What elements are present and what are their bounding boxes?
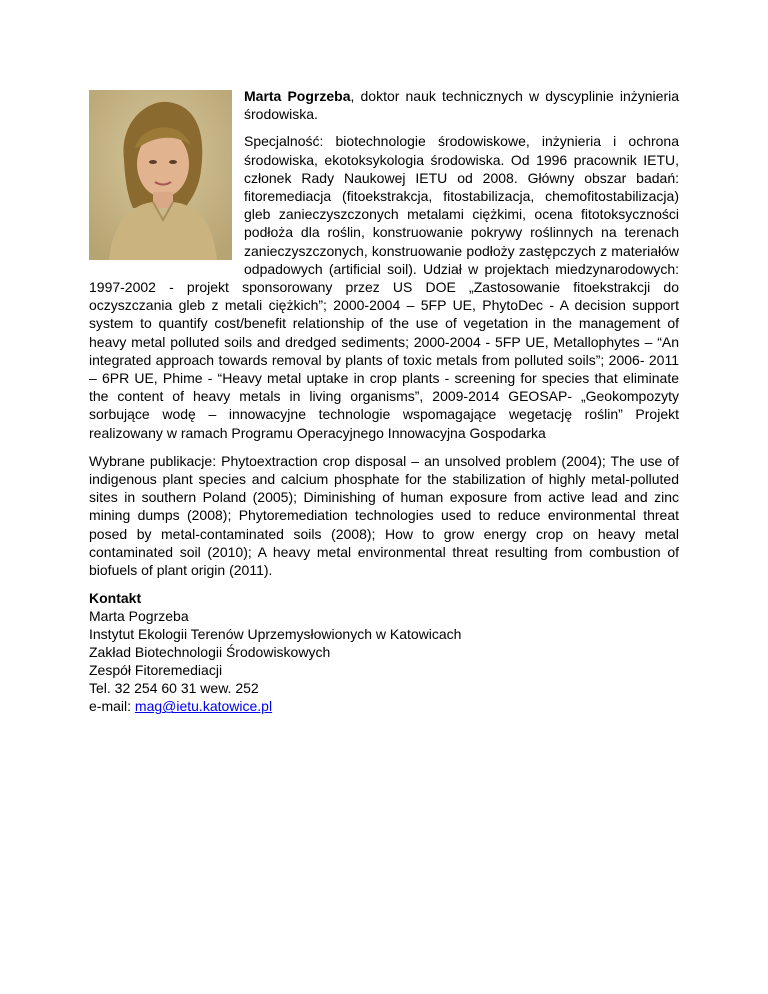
profile-document — [89, 87, 679, 715]
contact-department: Zakład Biotechnologii Środowiskowych — [89, 644, 331, 661]
publications-paragraph: Wybrane publikacje: Phytoextraction crop disposal – an unsolved problem (2004); The use of indigenous plant species and calcium phosphate for the stabilization of highly metal-polluted sites in southern Poland (2005); Diminishing of human exposure from active lead and zinc mining dumps (2008); Phytoremediation technologies used to reduce environmental threat posed by metal-contaminated soils (2008); How to grow energy crop on heavy metal contaminated soil (2010); A heavy metal environmental threat resulting from combustion of biofuels of plant origin (2011). — [89, 452, 679, 579]
contact-name: Marta Pogrzeba — [89, 608, 189, 625]
email-link[interactable]: mag@ietu.katowice.pl — [134, 698, 273, 715]
portrait-illustration — [89, 90, 232, 260]
person-name: Marta Pogrzeba — [244, 88, 351, 104]
person-title: , doktor nauk technicznych w dyscyplinie inżynieria środowiska. — [244, 88, 680, 123]
contact-section — [89, 589, 679, 715]
contact-phone: Tel. 32 254 60 31 wew. 252 — [89, 680, 259, 697]
email-label: e-mail: — [89, 698, 135, 715]
portrait-photo — [89, 90, 232, 260]
specialty-paragraph: Specjalność: biotechnologie środowiskowe, inżynieria i ochrona środowiska, ekotoksykologia środowiska. Od 1996 pracownik IETU, członek Rady Naukowej IETU od 2008. Główny obszar badań: fitoremediacja (fitoekstrakcja, fitostabilizacja, chemofitostabilizacja) gleb zanieczyszczonych metalami ciężkimi, ocena fitotoksyczności podłoża dla roślin, konstruowanie pokrywy roślinnych na terenach zanieczyszczonych, konstruowanie podłoży zastępczych z materiałów odpadowych (artificial soil). Udział w projektach miedzynarodowych: 1997-2002 - projekt sponsorowany przez US DOE „Zastosowanie fitoekstrakcji do oczyszczania gleb z metali ciężkich”; 2000-2004 – 5FP UE, PhytoDec - A decision support system to quantify cost/benefit relationship of the use of vegetation in the management of heavy metal polluted soils and dredged sediments; 2000-2004 - 5FP UE, Metallophytes – “An integrated approach towards removal by plants of toxic metals from polluted soils”; 2006- 2011 – 6PR UE, Phime - “Heavy metal uptake in crop plants - screening for species that eliminate the content of heavy metals in living organisms”, 2009-2014 GEOSAP- „Geokompozyty sorbujące wodę – innowacyjne technologie wspomagające wegetację roślin” Projekt realizowany w ramach Programu Operacyjnego Innowacyjna Gospodarka — [89, 133, 679, 441]
contact-heading: Kontakt — [89, 590, 142, 607]
contact-email-line — [89, 697, 679, 715]
contact-institute: Instytut Ekologii Terenów Uprzemysłowionych w Katowicach — [89, 626, 462, 643]
contact-team: Zespół Fitoremediacji — [89, 662, 223, 679]
